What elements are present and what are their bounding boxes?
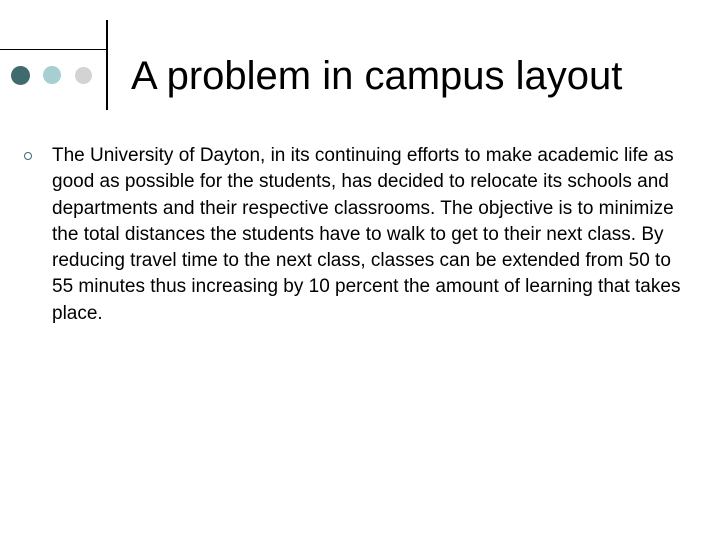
light-teal-dot-icon (43, 66, 61, 84)
header-rule-horizontal (0, 49, 107, 50)
header-rule-vertical (106, 20, 108, 110)
gray-dot-icon (75, 67, 92, 84)
dark-teal-dot-icon (11, 66, 30, 85)
slide-title: A problem in campus layout (131, 54, 623, 98)
bullet-text: The University of Dayton, in its continuing efforts to make academic life as good as possible for the students, has decided to relocate its schools and departments and their respective classrooms. The objective is to minimize the total distances the students have to walk to get to their next class. By reducing travel time to the next class, classes can be extended from 50 to 55 minutes thus increasing by 10 percent the amount of learning that takes place. (52, 145, 681, 324)
decorative-header (0, 0, 110, 140)
bullet-circle-icon (24, 152, 32, 160)
